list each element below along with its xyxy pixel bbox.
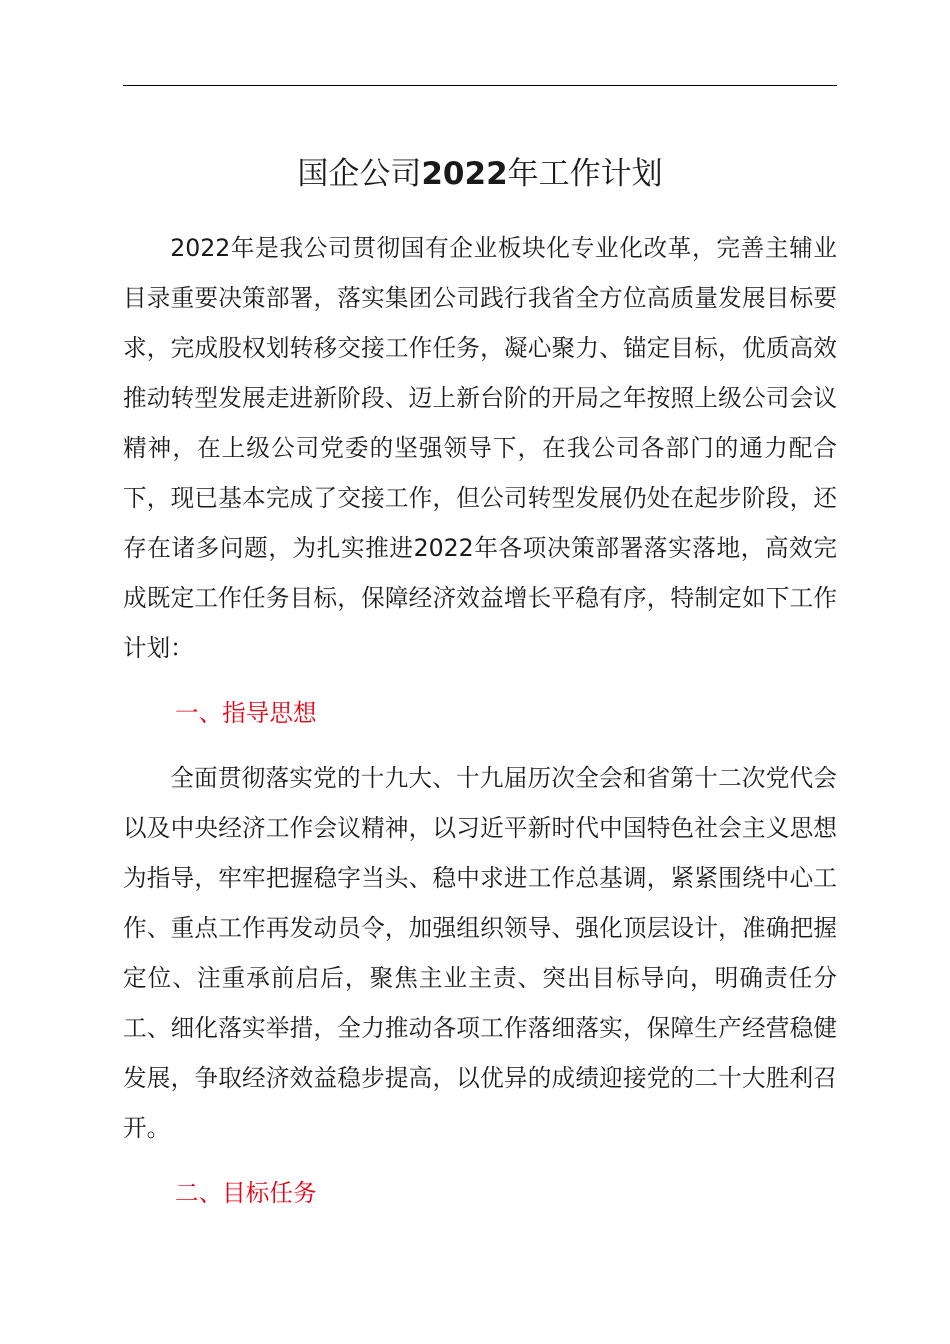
title-suffix: 年工作计划 [507,156,663,192]
title-prefix: 国企公司 [297,156,422,192]
document-title [123,150,837,198]
section-heading-objectives: 二、目标任务 [175,1179,317,1207]
guiding-ideology-paragraph: 全面贯彻落实党的十九大、十九届历次全会和省第十二次党代会以及中央经济工作会议精神，以习近平新时代中国特色社会主义思想为指导，牢牢把握稳字当头、稳中求进工作总基调，紧紧围绕中心工作、重点工作再发动员令，加强组织领导、强化顶层设计，准确把握定位、注重承前启后，聚焦主业主责、突出目标导向，明确责任分工、细化落实举措，全力推动各项工作落细落实，保障生产经营稳健发展，争取经济效益稳步提高，以优异的成绩迎接党的二十大胜利召开。 [123,764,837,1142]
title-year: 2022 [421,156,508,192]
section-heading-guiding-ideology: 一、指导思想 [175,699,317,727]
header-rule [123,85,837,86]
intro-paragraph: 2022年是我公司贯彻国有企业板块化专业化改革，完善主辅业目录重要决策部署，落实集团公司践行我省全方位高质量发展目标要求，完成股权划转移交接工作任务，凝心聚力、锚定目标，优质高效推动转型发展走进新阶段、迈上新台阶的开局之年按照上级公司会议精神，在上级公司党委的坚强领导下，在我公司各部门的通力配合下，现已基本完成了交接工作，但公司转型发展仍处在起步阶段，还存在诸多问题，为扎实推进2022年各项决策部署落实落地，高效完成既定工作任务目标，保障经济效益增长平稳有序，特制定如下工作计划： [123,234,837,662]
